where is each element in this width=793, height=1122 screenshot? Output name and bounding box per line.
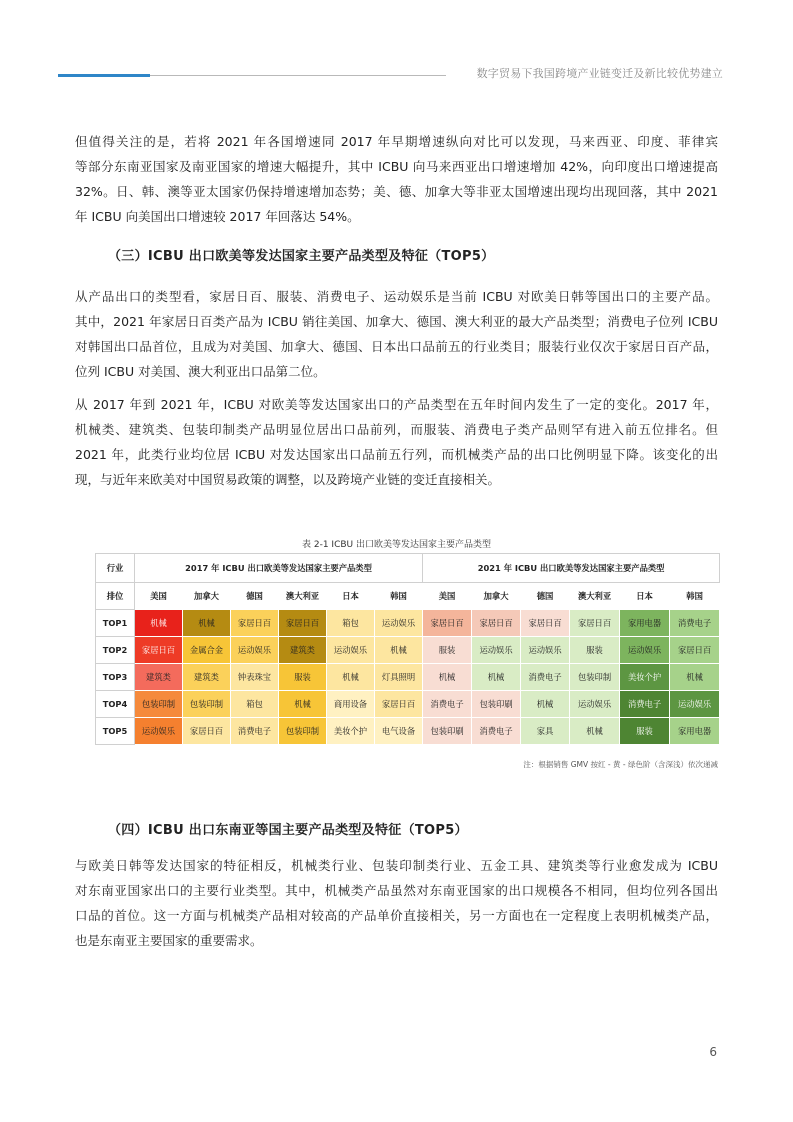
table-header-row-countries	[96, 583, 720, 610]
product-cell-y2017: 家居日百	[279, 610, 327, 637]
text-line: 从产品出口的类型看，家居日百、服装、消费电子、运动娱乐是当前 ICBU 对欧美日韩等国出口的主要产品。	[75, 289, 718, 304]
product-cell-y2021: 家居日百	[670, 637, 720, 664]
header-accent-bar	[58, 74, 150, 77]
product-cell-y2021: 家具	[521, 718, 570, 745]
section-heading-southeast-asia: （四）ICBU 出口东南亚等国主要产品类型及特征（TOP5）	[108, 823, 468, 838]
corner-industry-label: 行业	[96, 554, 135, 583]
product-cell-y2017: 灯具照明	[375, 664, 423, 691]
table-note: 注：根据销售 GMV 按红 - 黄 - 绿色阶（含深浅）依次递减	[523, 760, 718, 769]
section-heading-developed-countries: （三）ICBU 出口欧美等发达国家主要产品类型及特征（TOP5）	[108, 249, 495, 264]
product-cell-y2017: 机械	[183, 610, 231, 637]
product-cell-y2021: 包装印制	[570, 664, 620, 691]
text-line: 年 ICBU 向美国出口增速较 2017 年回落达 54%。	[75, 209, 360, 224]
product-cell-y2017: 运动娱乐	[231, 637, 279, 664]
product-cell-y2017: 运动娱乐	[135, 718, 183, 745]
product-cell-y2021: 机械	[521, 691, 570, 718]
product-cell-y2017: 金属合金	[183, 637, 231, 664]
text-line: 位列 ICBU 对美国、澳大利亚出口品第二位。	[75, 364, 326, 379]
country-header: 加拿大	[183, 583, 231, 610]
product-cell-y2021: 家居日百	[521, 610, 570, 637]
product-cell-y2021: 机械	[570, 718, 620, 745]
product-cell-y2021: 消费电子	[472, 718, 521, 745]
corner-rank-label: 排位	[96, 583, 135, 610]
product-cell-y2017: 建筑类	[279, 637, 327, 664]
country-header: 美国	[135, 583, 183, 610]
text-line: 现，与近年来欧美对中国贸易政策的调整，以及跨境产业链的变迁直接相关。	[75, 472, 501, 487]
text-line: 32%。日、韩、澳等亚太国家仍保持增速增加态势；美、德、加拿大等非亚太国增速出现均出现回落，其中 2021	[75, 184, 718, 199]
product-cell-y2017: 机械	[135, 610, 183, 637]
product-cell-y2021: 消费电子	[521, 664, 570, 691]
product-cell-y2021: 运动娱乐	[670, 691, 720, 718]
group-header-2021: 2021 年 ICBU 出口欧美等发达国家主要产品类型	[423, 554, 720, 583]
text-line: 等部分东南亚国家及南亚国家的增速大幅提升，其中 ICBU 向马来西亚出口增速增加 42%，向印度出口增速提高	[75, 159, 718, 174]
rank-cell: TOP2	[96, 637, 135, 664]
product-cell-y2017: 钟表珠宝	[231, 664, 279, 691]
product-cell-y2021: 消费电子	[620, 691, 670, 718]
product-cell-y2017: 电气设备	[375, 718, 423, 745]
product-cell-y2021: 家居日百	[423, 610, 472, 637]
country-header: 美国	[423, 583, 472, 610]
product-cell-y2017: 机械	[327, 664, 375, 691]
text-line: 从 2017 年到 2021 年，ICBU 对欧美等发达国家出口的产品类型在五年时间内发生了一定的变化。2017 年，	[75, 397, 718, 412]
rank-cell: TOP5	[96, 718, 135, 745]
product-cell-y2017: 机械	[375, 637, 423, 664]
rank-cell: TOP3	[96, 664, 135, 691]
product-cell-y2017: 箱包	[327, 610, 375, 637]
product-cell-y2017: 消费电子	[231, 718, 279, 745]
running-header-title: 数字贸易下我国跨境产业链变迁及新比较优势建立	[476, 67, 723, 80]
product-cell-y2021: 包装印刷	[472, 691, 521, 718]
table-row	[96, 610, 720, 637]
product-cell-y2017: 家居日百	[135, 637, 183, 664]
product-cell-y2017: 运动娱乐	[375, 610, 423, 637]
product-cell-y2021: 家居日百	[472, 610, 521, 637]
rank-cell: TOP1	[96, 610, 135, 637]
country-header: 加拿大	[472, 583, 521, 610]
product-cell-y2021: 消费电子	[670, 610, 720, 637]
product-cell-y2017: 包装印制	[183, 691, 231, 718]
product-cell-y2021: 家居日百	[570, 610, 620, 637]
product-cell-y2021: 机械	[423, 664, 472, 691]
product-cell-y2021: 运动娱乐	[620, 637, 670, 664]
text-line: 与欧美日韩等发达国家的特征相反，机械类行业、包装印制类行业、五金工具、建筑类等行业愈发成为 ICBU	[75, 858, 718, 873]
product-cell-y2017: 美妆个护	[327, 718, 375, 745]
country-header: 韩国	[375, 583, 423, 610]
text-line: 对韩国出口品首位，且成为对美国、加拿大、德国、日本出口品前五的行业类目；服装行业仅次于家居日百产品，	[75, 339, 718, 354]
product-cell-y2021: 机械	[670, 664, 720, 691]
country-header: 德国	[231, 583, 279, 610]
product-cell-y2021: 包装印刷	[423, 718, 472, 745]
product-cell-y2021: 服装	[570, 637, 620, 664]
table-row	[96, 718, 720, 745]
product-cell-y2021: 运动娱乐	[570, 691, 620, 718]
text-line: 也是东南亚主要国家的重要需求。	[75, 933, 263, 948]
product-cell-y2017: 家居日百	[375, 691, 423, 718]
product-cell-y2017: 机械	[279, 691, 327, 718]
product-cell-y2017: 包装印制	[279, 718, 327, 745]
product-cell-y2021: 消费电子	[423, 691, 472, 718]
table-caption: 表 2-1 ICBU 出口欧美等发达国家主要产品类型	[302, 540, 491, 550]
country-header: 日本	[620, 583, 670, 610]
product-cell-y2021: 家用电器	[620, 610, 670, 637]
product-cell-y2021: 美妆个护	[620, 664, 670, 691]
product-cell-y2017: 商用设备	[327, 691, 375, 718]
paragraph-product-types	[75, 284, 718, 384]
text-line: 2021 年，此类行业均位居 ICBU 对发达国家出口品前五行列，而机械类产品的出口比例明显下降。该变化的出	[75, 447, 718, 462]
product-cell-y2021: 服装	[620, 718, 670, 745]
product-cell-y2017: 箱包	[231, 691, 279, 718]
country-header: 澳大利亚	[570, 583, 620, 610]
product-cell-y2021: 家用电器	[670, 718, 720, 745]
group-header-2017: 2017 年 ICBU 出口欧美等发达国家主要产品类型	[135, 554, 423, 583]
text-line: 其中，2021 年家居日百类产品为 ICBU 销往美国、加拿大、德国、澳大利亚的最大产品类型；消费电子位列 ICBU	[75, 314, 718, 329]
product-cell-y2017: 建筑类	[183, 664, 231, 691]
country-header: 韩国	[670, 583, 720, 610]
rank-cell: TOP4	[96, 691, 135, 718]
table-row	[96, 637, 720, 664]
country-header: 德国	[521, 583, 570, 610]
paragraph-change-2017-2021	[75, 392, 718, 492]
product-cell-y2017: 家居日百	[183, 718, 231, 745]
page-number: 6	[709, 1045, 717, 1059]
product-cell-y2017: 建筑类	[135, 664, 183, 691]
text-line: 对东南亚国家出口的主要行业类型。其中，机械类产品虽然对东南亚国家的出口规模各不相同，但均位列各国出	[75, 883, 718, 898]
text-line: 机械类、建筑类、包装印制类产品明显位居出口品前列，而服装、消费电子类产品则罕有进入前五位排名。但	[75, 422, 718, 437]
product-type-table	[95, 553, 720, 745]
text-line: 口品的首位。这一方面与机械类产品相对较高的产品单价直接相关，另一方面也在一定程度上表明机械类产品，	[75, 908, 718, 923]
product-cell-y2021: 机械	[472, 664, 521, 691]
product-cell-y2017: 服装	[279, 664, 327, 691]
product-cell-y2017: 包装印制	[135, 691, 183, 718]
table-row	[96, 691, 720, 718]
text-line: 但值得关注的是，若将 2021 年各国增速同 2017 年早期增速纵向对比可以发现，马来西亚、印度、菲律宾	[75, 134, 718, 149]
product-cell-y2017: 家居日百	[231, 610, 279, 637]
product-cell-y2017: 运动娱乐	[327, 637, 375, 664]
table-header-row-groups	[96, 554, 720, 583]
product-cell-y2021: 运动娱乐	[521, 637, 570, 664]
country-header: 日本	[327, 583, 375, 610]
country-header: 澳大利亚	[279, 583, 327, 610]
paragraph-southeast-asia	[75, 853, 718, 953]
product-cell-y2021: 运动娱乐	[472, 637, 521, 664]
paragraph-growth-comparison	[75, 129, 718, 229]
product-cell-y2021: 服装	[423, 637, 472, 664]
table-row	[96, 664, 720, 691]
